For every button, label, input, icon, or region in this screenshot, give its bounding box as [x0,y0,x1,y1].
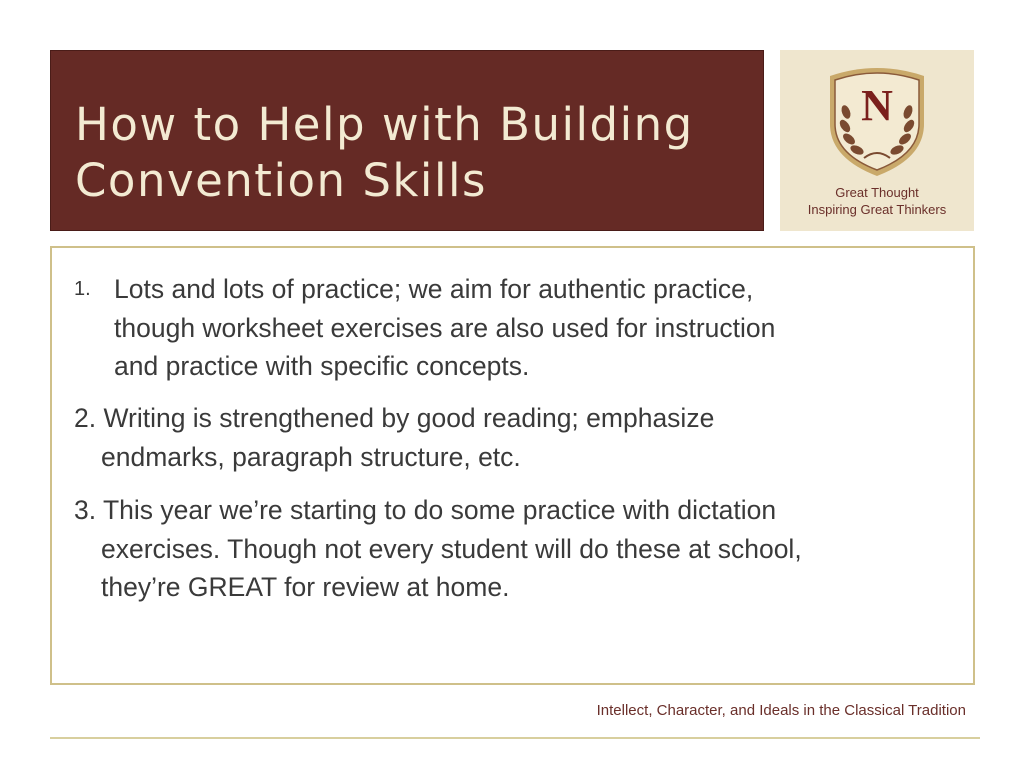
list-item [74,399,714,476]
footer-motto: Intellect, Character, and Ideals in the Classical Tradition [596,702,966,719]
item-2-line-1: 2. Writing is strengthened by good reading; emphasize [74,403,715,433]
item-3-line-2: exercises. Though not every student will do these at school, [101,533,802,564]
title-banner [50,50,764,231]
item-1-line-2: though worksheet exercises are also used for instruction [114,312,776,343]
title-line-2: Convention Skills [75,154,487,207]
tagline-line-1: Great Thought [835,185,919,200]
tagline-line-2: Inspiring Great Thinkers [807,202,947,217]
item-1-line-3: and practice with specific concepts. [114,351,530,381]
item-number: 1. [74,278,91,300]
item-1-line-1: Lots and lots of practice; we aim for authentic practice, [114,274,754,304]
slide-title [75,97,735,209]
logo-letter: N [861,81,893,130]
crest-shield-icon [820,62,934,180]
item-3-line-1: 3. This year we’re starting to do some practice with dictation [74,495,777,525]
footer-divider [50,737,980,739]
logo-tagline [780,184,974,218]
item-3-line-3: they’re GREAT for review at home. [101,572,510,602]
list-item [74,270,775,386]
item-2-line-2: endmarks, paragraph structure, etc. [101,441,521,472]
title-line-1: How to Help with Building [75,98,694,151]
list-item [74,491,802,607]
content-panel [50,246,975,685]
school-logo-panel [780,50,974,231]
